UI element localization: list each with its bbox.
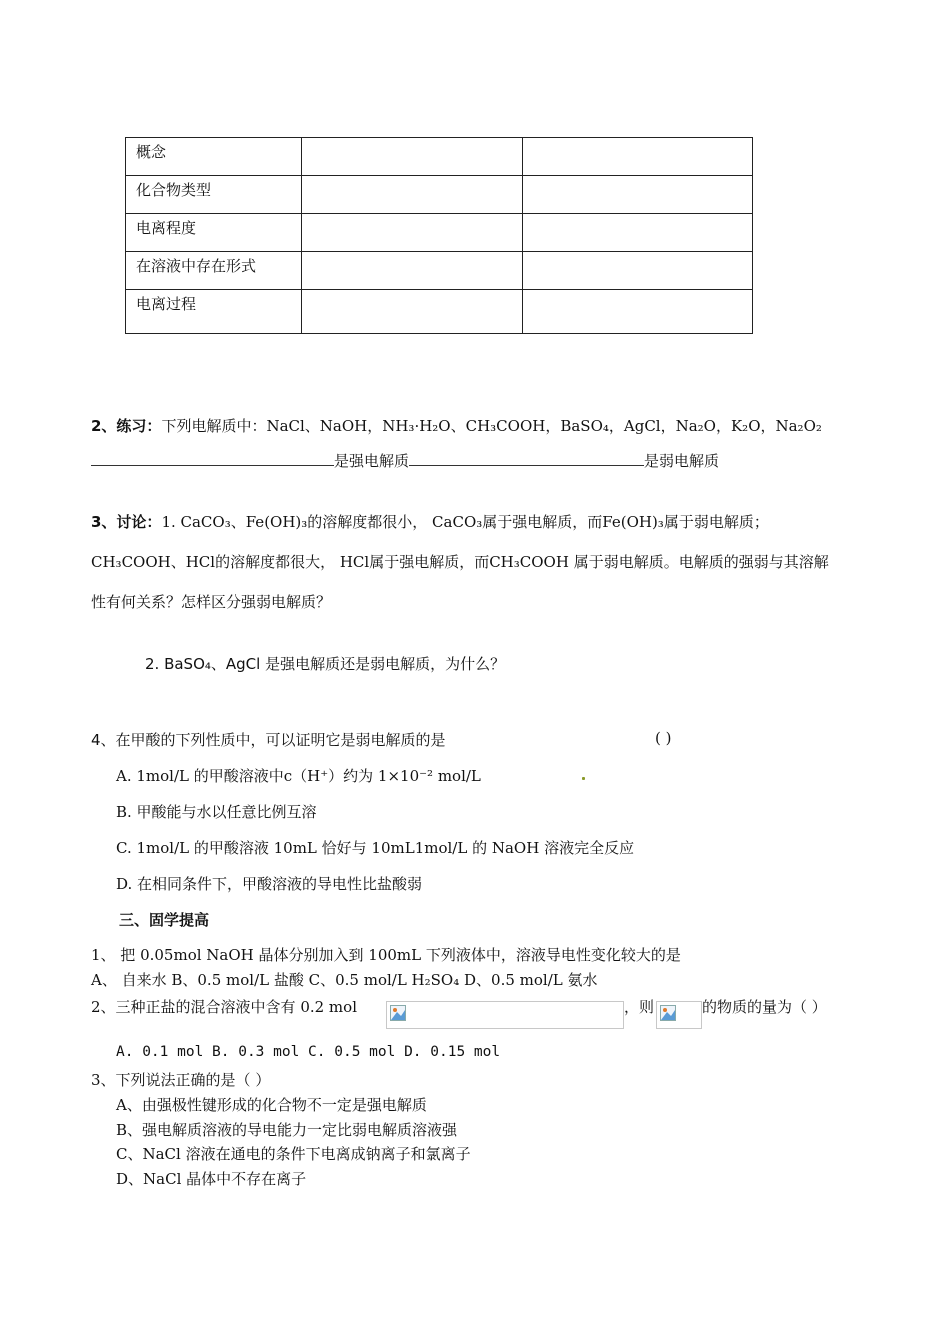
formula-image-placeholder (656, 1001, 702, 1029)
table-cell (523, 214, 753, 252)
s3-p3-stem: 3、下列说法正确的是（ ） (91, 1071, 271, 1089)
s3-p1-options: A、 自来水 B、0.5 mol/L 盐酸 C、0.5 mol/L H₂SO₄ D、0.5 mol/L 氨水 (91, 971, 598, 989)
q2-line (91, 415, 822, 436)
q2-text: 下列电解质中：NaCl、NaOH，NH₃·H₂O、CH₃COOH，BaSO₄，AgCl，Na₂O，K₂O，Na₂O₂ (161, 417, 822, 435)
q3-text-line1: 1. CaCO₃、Fe(OH)₃的溶解度都很小， CaCO₃属于强电解质，而Fe(OH)₃属于弱电解质； (161, 513, 769, 531)
s3-p2-stem-start: 2、三种正盐的混合溶液中含有 0.2 mol (91, 998, 357, 1016)
table-cell (523, 252, 753, 290)
q2-label: 2、练习： (91, 417, 162, 435)
table-cell (523, 176, 753, 214)
q3-line2: CH₃COOH、HCl的溶解度都很大， HCl属于强电解质，而CH₃COOH 属于弱电解质。电解质的强弱与其溶解 (91, 553, 829, 571)
q2-answer-line (91, 450, 719, 471)
s3-p3-option-c: C、NaCl 溶液在通电的条件下电离成钠离子和氯离子 (116, 1145, 471, 1163)
table-cell (523, 290, 753, 334)
q4-option-b: B. 甲酸能与水以任意比例互溶 (116, 803, 317, 821)
answer-blank (409, 451, 644, 466)
s3-p1-stem: 1、 把 0.05mol NaOH 晶体分别加入到 100mL 下列液体中，溶液导电性变化较大的是 (91, 946, 681, 964)
answer-blank (91, 451, 334, 466)
row-label-ionization-degree: 电离程度 (136, 219, 197, 237)
q4-option-c: C. 1mol/L 的甲酸溶液 10mL 恰好与 10mL1mol/L 的 NaOH 溶液完全反应 (116, 839, 635, 857)
table-row (126, 138, 753, 176)
section-title: 三、固学提高 (119, 911, 210, 929)
table-row (126, 290, 753, 334)
broken-image-icon (660, 1005, 676, 1021)
table-cell (523, 138, 753, 176)
q4-option-d: D. 在相同条件下，甲酸溶液的导电性比盐酸弱 (116, 875, 423, 893)
weak-suffix: 是弱电解质 (644, 452, 720, 470)
row-label-concept: 概念 (136, 143, 167, 161)
table-cell (302, 252, 523, 290)
q3-line3: 性有何关系？怎样区分强弱电解质？ (91, 593, 332, 611)
s3-p2-options: A. 0.1 mol B. 0.3 mol C. 0.5 mol D. 0.15 mol (116, 1044, 501, 1060)
q4-stem: 4、在甲酸的下列性质中，可以证明它是弱电解质的是 (91, 731, 446, 749)
table-cell (302, 176, 523, 214)
table-row (126, 214, 753, 252)
stray-mark (582, 777, 585, 780)
broken-image-icon (390, 1005, 406, 1021)
table-cell (302, 138, 523, 176)
table-row (126, 252, 753, 290)
q3-subquestion-2: 2. BaSO₄、AgCl 是强电解质还是弱电解质，为什么？ (145, 655, 506, 673)
electrolyte-comparison-table (125, 137, 753, 334)
strong-suffix: 是强电解质 (334, 452, 410, 470)
row-label-existing-form: 在溶液中存在形式 (136, 257, 257, 275)
s3-p3-option-d: D、NaCl 晶体中不存在离子 (116, 1170, 307, 1188)
s3-p3-option-a: A、由强极性键形成的化合物不一定是强电解质 (116, 1096, 427, 1114)
q3-label: 3、讨论： (91, 513, 162, 531)
row-label-compound-type: 化合物类型 (136, 181, 212, 199)
table-cell (302, 214, 523, 252)
table-row (126, 176, 753, 214)
q3-line1 (91, 511, 769, 532)
s3-p2-stem-mid: ，则 (624, 998, 655, 1016)
row-label-ionization-process: 电离过程 (136, 295, 197, 313)
formula-image-placeholder (386, 1001, 624, 1029)
table-cell (302, 290, 523, 334)
s3-p3-option-b: B、强电解质溶液的导电能力一定比弱电解质溶液强 (116, 1121, 458, 1139)
q4-option-a: A. 1mol/L 的甲酸溶液中c（H⁺）约为 1×10⁻² mol/L (116, 767, 481, 785)
s3-p2-stem-end: 的物质的量为（ ） (702, 998, 827, 1016)
answer-paren: ( ) (655, 729, 672, 747)
